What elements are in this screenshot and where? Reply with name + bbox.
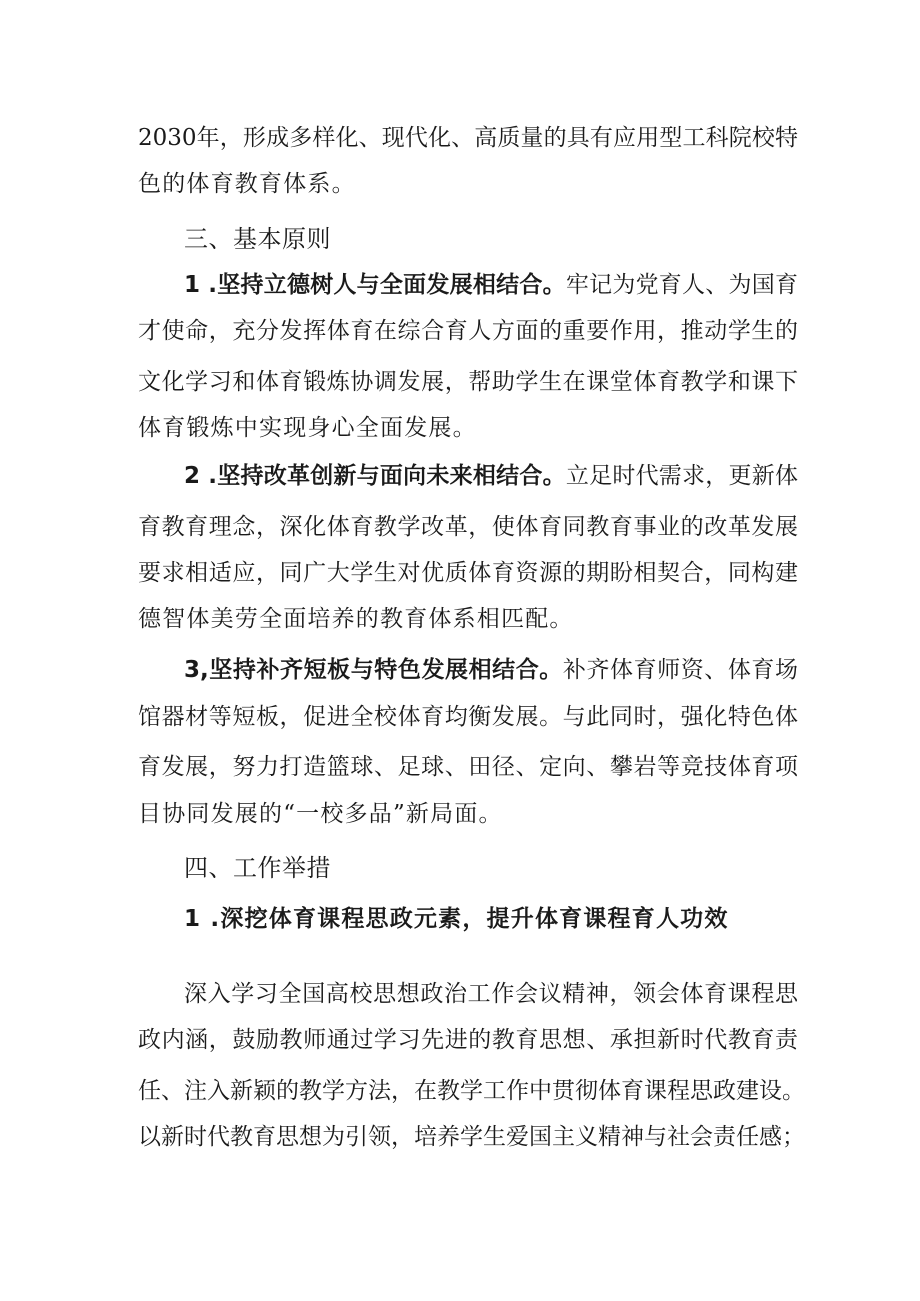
intro-line-2: 色的体育教育体系。 [138,171,356,197]
intro-line-1: 2030年，形成多样化、现代化、高质量的具有应用型工科院校特 [138,125,798,151]
principle-2-text: 立足时代需求，更新体 [565,463,799,489]
principle-3-text: 补齐体育师资、体育场 [562,657,799,683]
principle-1-line-4: 体育锻炼中实现身心全面发展。 [138,415,477,441]
principle-1-line-3: 文化学习和体育锻炼协调发展，帮助学生在课堂体育教学和课下 [138,369,798,395]
principle-3-line-3: 育发展，努力打造篮球、足球、田径、定向、攀岩等竞技体育项 [138,754,798,780]
principle-3-line-1 [184,655,798,685]
measure-1-line-4: 以新时代教育思想为引领，培养学生爱国主义精神与社会责任感； [138,1124,805,1150]
principle-1-line-2: 才使命，充分发挥体育在综合育人方面的重要作用，推动学生的 [138,318,798,344]
measure-1-line-2: 政内涵，鼓励教师通过学习先进的教育思想、承担新时代教育责 [138,1027,798,1053]
measure-1-subheading: 1 .深挖体育课程思政元素，提升体育课程育人功效 [184,906,729,932]
principle-3-line-4: 目协同发展的“一校多品”新局面。 [138,801,503,827]
principle-1-text: 牢记为党育人、为国育 [565,272,799,298]
measure-1-line-3: 任、注入新颖的教学方法，在教学工作中贯彻体育课程思政建设。 [138,1078,805,1104]
principle-1-title: 1 .坚持立德树人与全面发展相结合。 [184,272,566,298]
principle-2-line-4: 德智体美劳全面培养的教育体系相匹配。 [138,606,574,632]
section-4-heading: 四、工作举措 [184,854,331,882]
principle-2-line-1 [184,461,798,491]
principle-1-line-1 [184,270,798,300]
measure-1-line-1: 深入学习全国高校思想政治工作会议精神，领会体育课程思 [184,981,798,1007]
section-3-heading: 三、基本原则 [184,225,331,253]
principle-3-line-2: 馆器材等短板，促进全校体育均衡发展。与此同时，强化特色体 [138,704,798,730]
principle-2-line-2: 育教育理念，深化体育教学改革，使体育同教育事业的改革发展 [138,514,798,540]
principle-2-line-3: 要求相适应，同广大学生对优质体育资源的期盼相契合，同构建 [138,560,798,586]
principle-2-title: 2 .坚持改革创新与面向未来相结合。 [184,463,566,489]
principle-3-title: 3,坚持补齐短板与特色发展相结合。 [184,657,563,683]
